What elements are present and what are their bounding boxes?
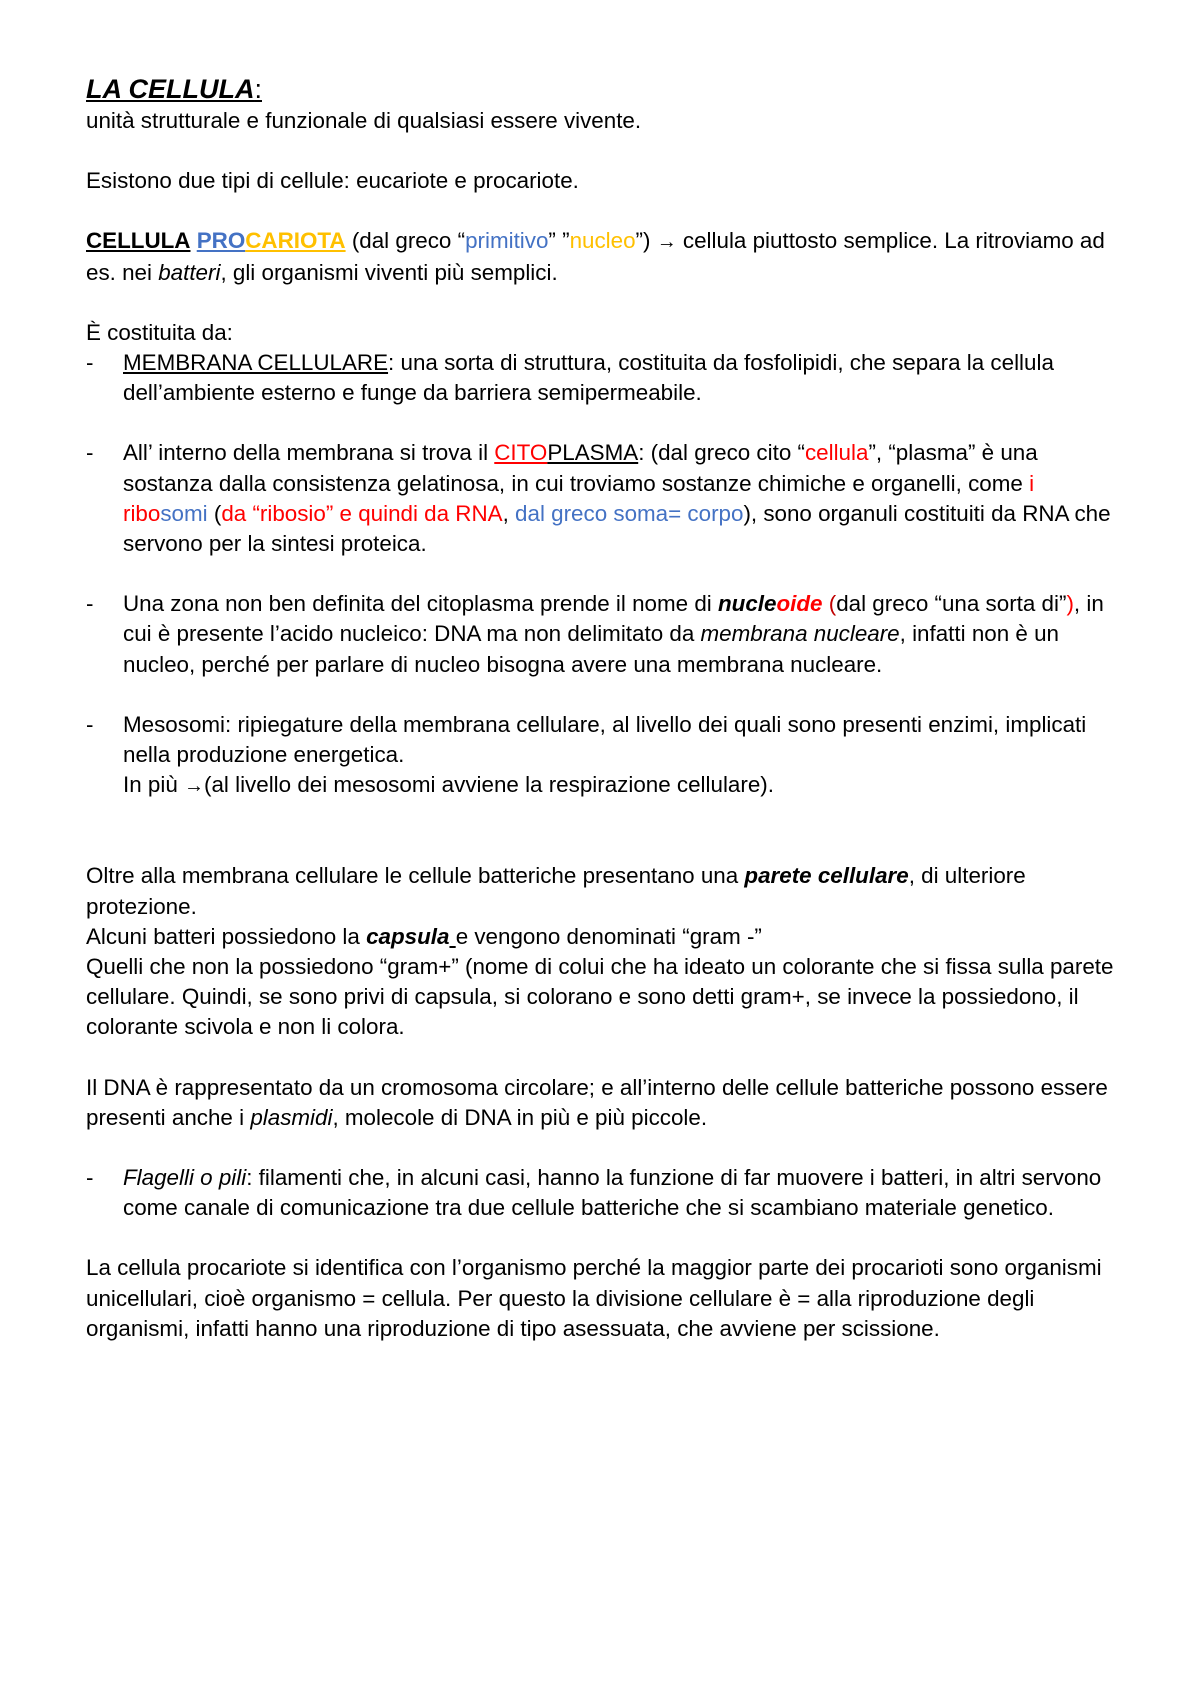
procariota-text: (dal greco “ — [345, 228, 466, 254]
procariota-primitivo: primitivo — [465, 228, 549, 254]
citoplasma-soma: dal greco soma= corpo — [515, 500, 744, 526]
procariota-paragraph — [86, 226, 1120, 287]
dna-text: Il DNA è rappresentato da un cromosoma circolare; e all’interno delle cellule batteriche possono essere presenti anche i — [86, 1074, 1108, 1130]
procariota-word-pro: PRO — [196, 228, 246, 254]
citoplasma-cito: CITO — [494, 440, 548, 466]
bullet-dash: - — [86, 591, 94, 617]
page-title — [86, 72, 1120, 106]
list-item-mesosomi — [86, 710, 1120, 802]
title-text: LA CELLULA — [86, 74, 255, 104]
citoplasma-text: ”, “plasma” è una sostanza dalla consistenza gelatinosa, in cui troviamo sostanze chimiche e organelli, come — [123, 440, 1038, 496]
mesosomi-inpiu: In più — [123, 772, 184, 798]
procariota-word-cellula: CELLULA — [86, 228, 191, 254]
gram-paragraph: Quelli che non la possiedono “gram+” (nome di colui che ha ideato un colorante che si fissa sulla parete cellulare. Quindi, se sono privi di capsula, si colorano e sono detti gram+, se invece la possiedono, il colorante scivola e non li colora. — [86, 954, 1114, 1040]
flagelli-text: : filamenti che, in alcuni casi, hanno la funzione di far muovere i batteri, in altri servono come canale di comunicazione tra due cellule batteriche che si scambiano materiale genetico. — [123, 1165, 1102, 1221]
parete-text: , di ulteriore protezione. — [86, 863, 1026, 919]
nucleoide-text: Una zona non ben definita del citoplasma prende il nome di — [123, 591, 718, 617]
dna-plasmidi: plasmidi — [250, 1104, 333, 1130]
citoplasma-ribosio: da “ribosio” e quindi da RNA — [221, 500, 503, 526]
capsula-text: Alcuni batteri possiedono la — [86, 923, 367, 949]
mesosomi-line2 — [123, 770, 1120, 801]
nucleoide-text: , infatti non è un nucleo, perché per parlare di nucleo bisogna avere una membrana nucleare. — [123, 621, 1059, 677]
capsula-text: e vengono denominati “gram -” — [455, 923, 762, 949]
citoplasma-text: : (dal greco cito “ — [638, 440, 805, 466]
arrow-right-icon: → — [184, 775, 204, 798]
procariota-batteri: batteri — [158, 259, 221, 285]
list-item-membrana — [86, 348, 1120, 408]
citoplasma-ribo: i ribo — [123, 470, 1035, 526]
arrow-right-icon: → — [656, 231, 677, 254]
mesosomi-line1: Mesosomi: ripiegature della membrana cellulare, al livello dei quali sono presenti enzimi, implicati nella produzione energetica. — [123, 711, 1087, 768]
bullet-dash: - — [86, 440, 94, 466]
parete-cellulare: parete cellulare — [744, 863, 909, 889]
nucleoide-membrana-nucleare: membrana nucleare — [700, 621, 900, 647]
list-item-nucleoide — [86, 589, 1120, 680]
membrana-label: MEMBRANA CELLULARE — [123, 350, 389, 376]
capsula-word: capsula — [366, 923, 450, 949]
nucleoide-text: , in cui è presente l’acido nucleico: DNA ma non delimitato da — [123, 591, 1104, 647]
title-colon: : — [254, 74, 262, 104]
parete-paragraph — [86, 861, 1120, 921]
conclusione-paragraph: La cellula procariote si identifica con l’organismo perché la maggior parte dei procarioti sono organismi unicellulari, cioè organismo = cellula. Per questo la divisione cellulare è = alla riproduzione degli organismi, infatti hanno una riproduzione di tipo asessuata, che avviene per scissione. — [86, 1255, 1102, 1341]
citoplasma-plasma: PLASMA — [547, 440, 639, 466]
flagelli-label: Flagelli o pili — [123, 1165, 247, 1191]
citoplasma-text: ( — [207, 500, 222, 526]
bullet-dash: - — [86, 1165, 94, 1191]
dna-paragraph — [86, 1073, 1120, 1133]
bullet-dash: - — [86, 711, 94, 737]
nucleoide-oide: oide — [776, 591, 823, 617]
citoplasma-cellula: cellula — [804, 440, 869, 466]
mesosomi-text: (al livello dei mesosomi avviene la respirazione cellulare). — [204, 772, 774, 798]
citoplasma-text: , — [502, 500, 516, 526]
dna-text: , molecole di DNA in più e più piccole. — [332, 1104, 708, 1130]
procariota-text: ” ” — [548, 228, 570, 254]
nucleoide-nucle: nucle — [717, 591, 777, 617]
membrana-text: : una sorta di struttura, costituita da fosfolipidi, che separa la cellula dell’ambiente esterno e funge da barriera semipermeabile. — [123, 350, 1054, 406]
costituita-heading: È costituita da: — [86, 319, 233, 345]
nucleoide-text: ( — [822, 591, 837, 617]
nucleoide-text: ) — [1066, 591, 1074, 617]
procariota-nucleo: nucleo — [569, 228, 636, 254]
cell-types-paragraph: Esistono due tipi di cellule: eucariote e procariote. — [86, 168, 579, 194]
citoplasma-text: All’ interno della membrana si trova il — [123, 440, 495, 466]
citoplasma-text: ), sono organuli costituiti da RNA che servono per la sintesi proteica. — [123, 500, 1111, 557]
procariota-text: , gli organismi viventi più semplici. — [220, 259, 558, 285]
procariota-text: cellula piuttosto semplice. La ritroviamo ad es. nei — [86, 228, 1105, 285]
procariota-text: ”) — [635, 228, 657, 254]
procariota-word-cariota: CARIOTA — [245, 228, 346, 254]
list-item-flagelli — [86, 1163, 1120, 1223]
list-item-citoplasma — [86, 438, 1120, 559]
capsula-paragraph — [86, 922, 1120, 952]
bullet-dash: - — [86, 350, 94, 376]
nucleoide-una-sorta: dal greco “una sorta di” — [836, 591, 1067, 617]
intro-paragraph: unità strutturale e funzionale di qualsiasi essere vivente. — [86, 108, 642, 133]
parete-text: Oltre alla membrana cellulare le cellule batteriche presentano una — [86, 863, 745, 889]
citoplasma-somi: somi — [160, 500, 208, 526]
